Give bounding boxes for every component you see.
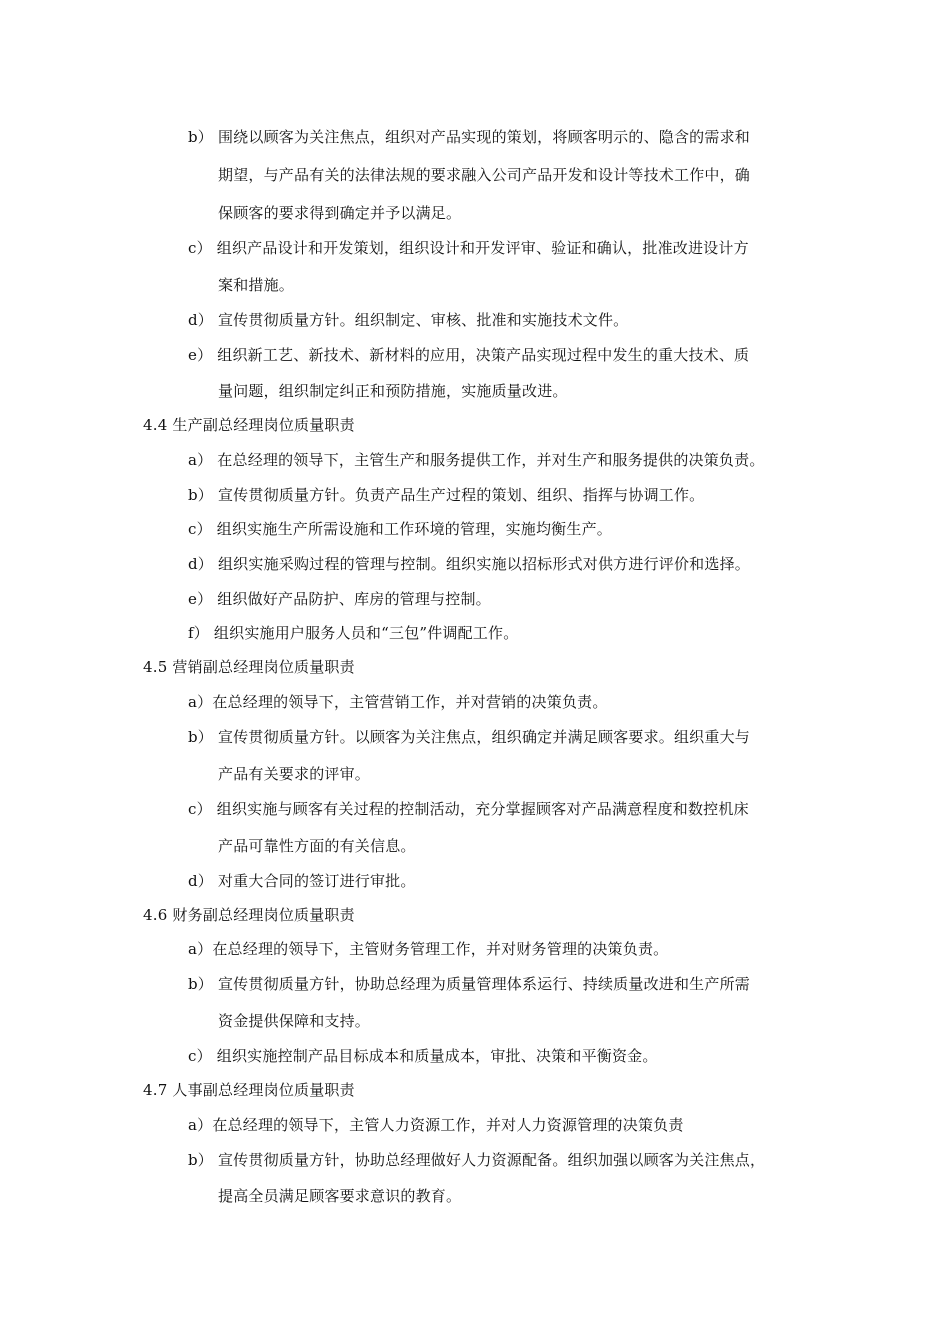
item-c: c） 组织实施控制产品目标成本和质量成本，审批、决策和平衡资金。 (188, 1047, 658, 1065)
item-b-line-2: 产品有关要求的评审。 (218, 765, 371, 783)
item-d: d） 组织实施采购过程的管理与控制。组织实施以招标形式对供方进行评价和选择。 (188, 555, 750, 573)
item-b-line-2: 期望，与产品有关的法律法规的要求融入公司产品开发和设计等技术工作中，确 (218, 166, 751, 184)
item-b-line-1: b） 围绕以顾客为关注焦点，组织对产品实现的策划，将顾客明示的、隐含的需求和 (188, 128, 750, 146)
item-b: b） 宣传贯彻质量方针。负责产品生产过程的策划、组织、指挥与协调工作。 (188, 486, 705, 504)
item-a: a） 在总经理的领导下，主管生产和服务提供工作，并对生产和服务提供的决策负责。 (188, 451, 765, 469)
item-b-line-1: b） 宣传贯彻质量方针。以顾客为关注焦点，组织确定并满足顾客要求。组织重大与 (188, 728, 750, 746)
item-d: d） 对重大合同的签订进行审批。 (188, 872, 416, 890)
item-b-line-2: 提高全员满足顾客要求意识的教育。 (218, 1187, 462, 1205)
item-a: a）在总经理的领导下，主管营销工作，并对营销的决策负责。 (188, 693, 608, 711)
section-heading-4-4: 4.4 生产副总经理岗位质量职责 (143, 416, 355, 434)
item-c-line-2: 案和措施。 (218, 276, 295, 294)
item-c-line-1: c） 组织产品设计和开发策划，组织设计和开发评审、验证和确认，批准改进设计方 (188, 239, 749, 257)
item-d: d） 宣传贯彻质量方针。组织制定、审核、批准和实施技术文件。 (188, 311, 629, 329)
item-a: a）在总经理的领导下，主管财务管理工作，并对财务管理的决策负责。 (188, 940, 669, 958)
item-f: f） 组织实施用户服务人员和“三包”件调配工作。 (188, 624, 519, 642)
item-a: a）在总经理的领导下，主管人力资源工作，并对人力资源管理的决策负责 (188, 1116, 684, 1134)
section-heading-4-5: 4.5 营销副总经理岗位质量职责 (143, 658, 355, 676)
section-heading-4-7: 4.7 人事副总经理岗位质量职责 (143, 1081, 355, 1099)
section-heading-4-6: 4.6 财务副总经理岗位质量职责 (143, 906, 355, 924)
item-b-line-1: b） 宣传贯彻质量方针，协助总经理为质量管理体系运行、持续质量改进和生产所需 (188, 975, 750, 993)
item-e-line-1: e） 组织新工艺、新技术、新材料的应用，决策产品实现过程中发生的重大技术、质 (188, 346, 750, 364)
item-c: c） 组织实施生产所需设施和工作环境的管理，实施均衡生产。 (188, 520, 612, 538)
item-b-line-2: 资金提供保障和支持。 (218, 1012, 371, 1030)
item-c-line-2: 产品可靠性方面的有关信息。 (218, 837, 416, 855)
item-b-line-1: b） 宣传贯彻质量方针，协助总经理做好人力资源配备。组织加强以顾客为关注焦点， (188, 1151, 766, 1169)
item-e-line-2: 量问题，组织制定纠正和预防措施，实施质量改进。 (218, 382, 568, 400)
item-b-line-3: 保顾客的要求得到确定并予以满足。 (218, 204, 462, 222)
item-e: e） 组织做好产品防护、库房的管理与控制。 (188, 590, 491, 608)
item-c-line-1: c） 组织实施与顾客有关过程的控制活动，充分掌握顾客对产品满意程度和数控机床 (188, 800, 749, 818)
